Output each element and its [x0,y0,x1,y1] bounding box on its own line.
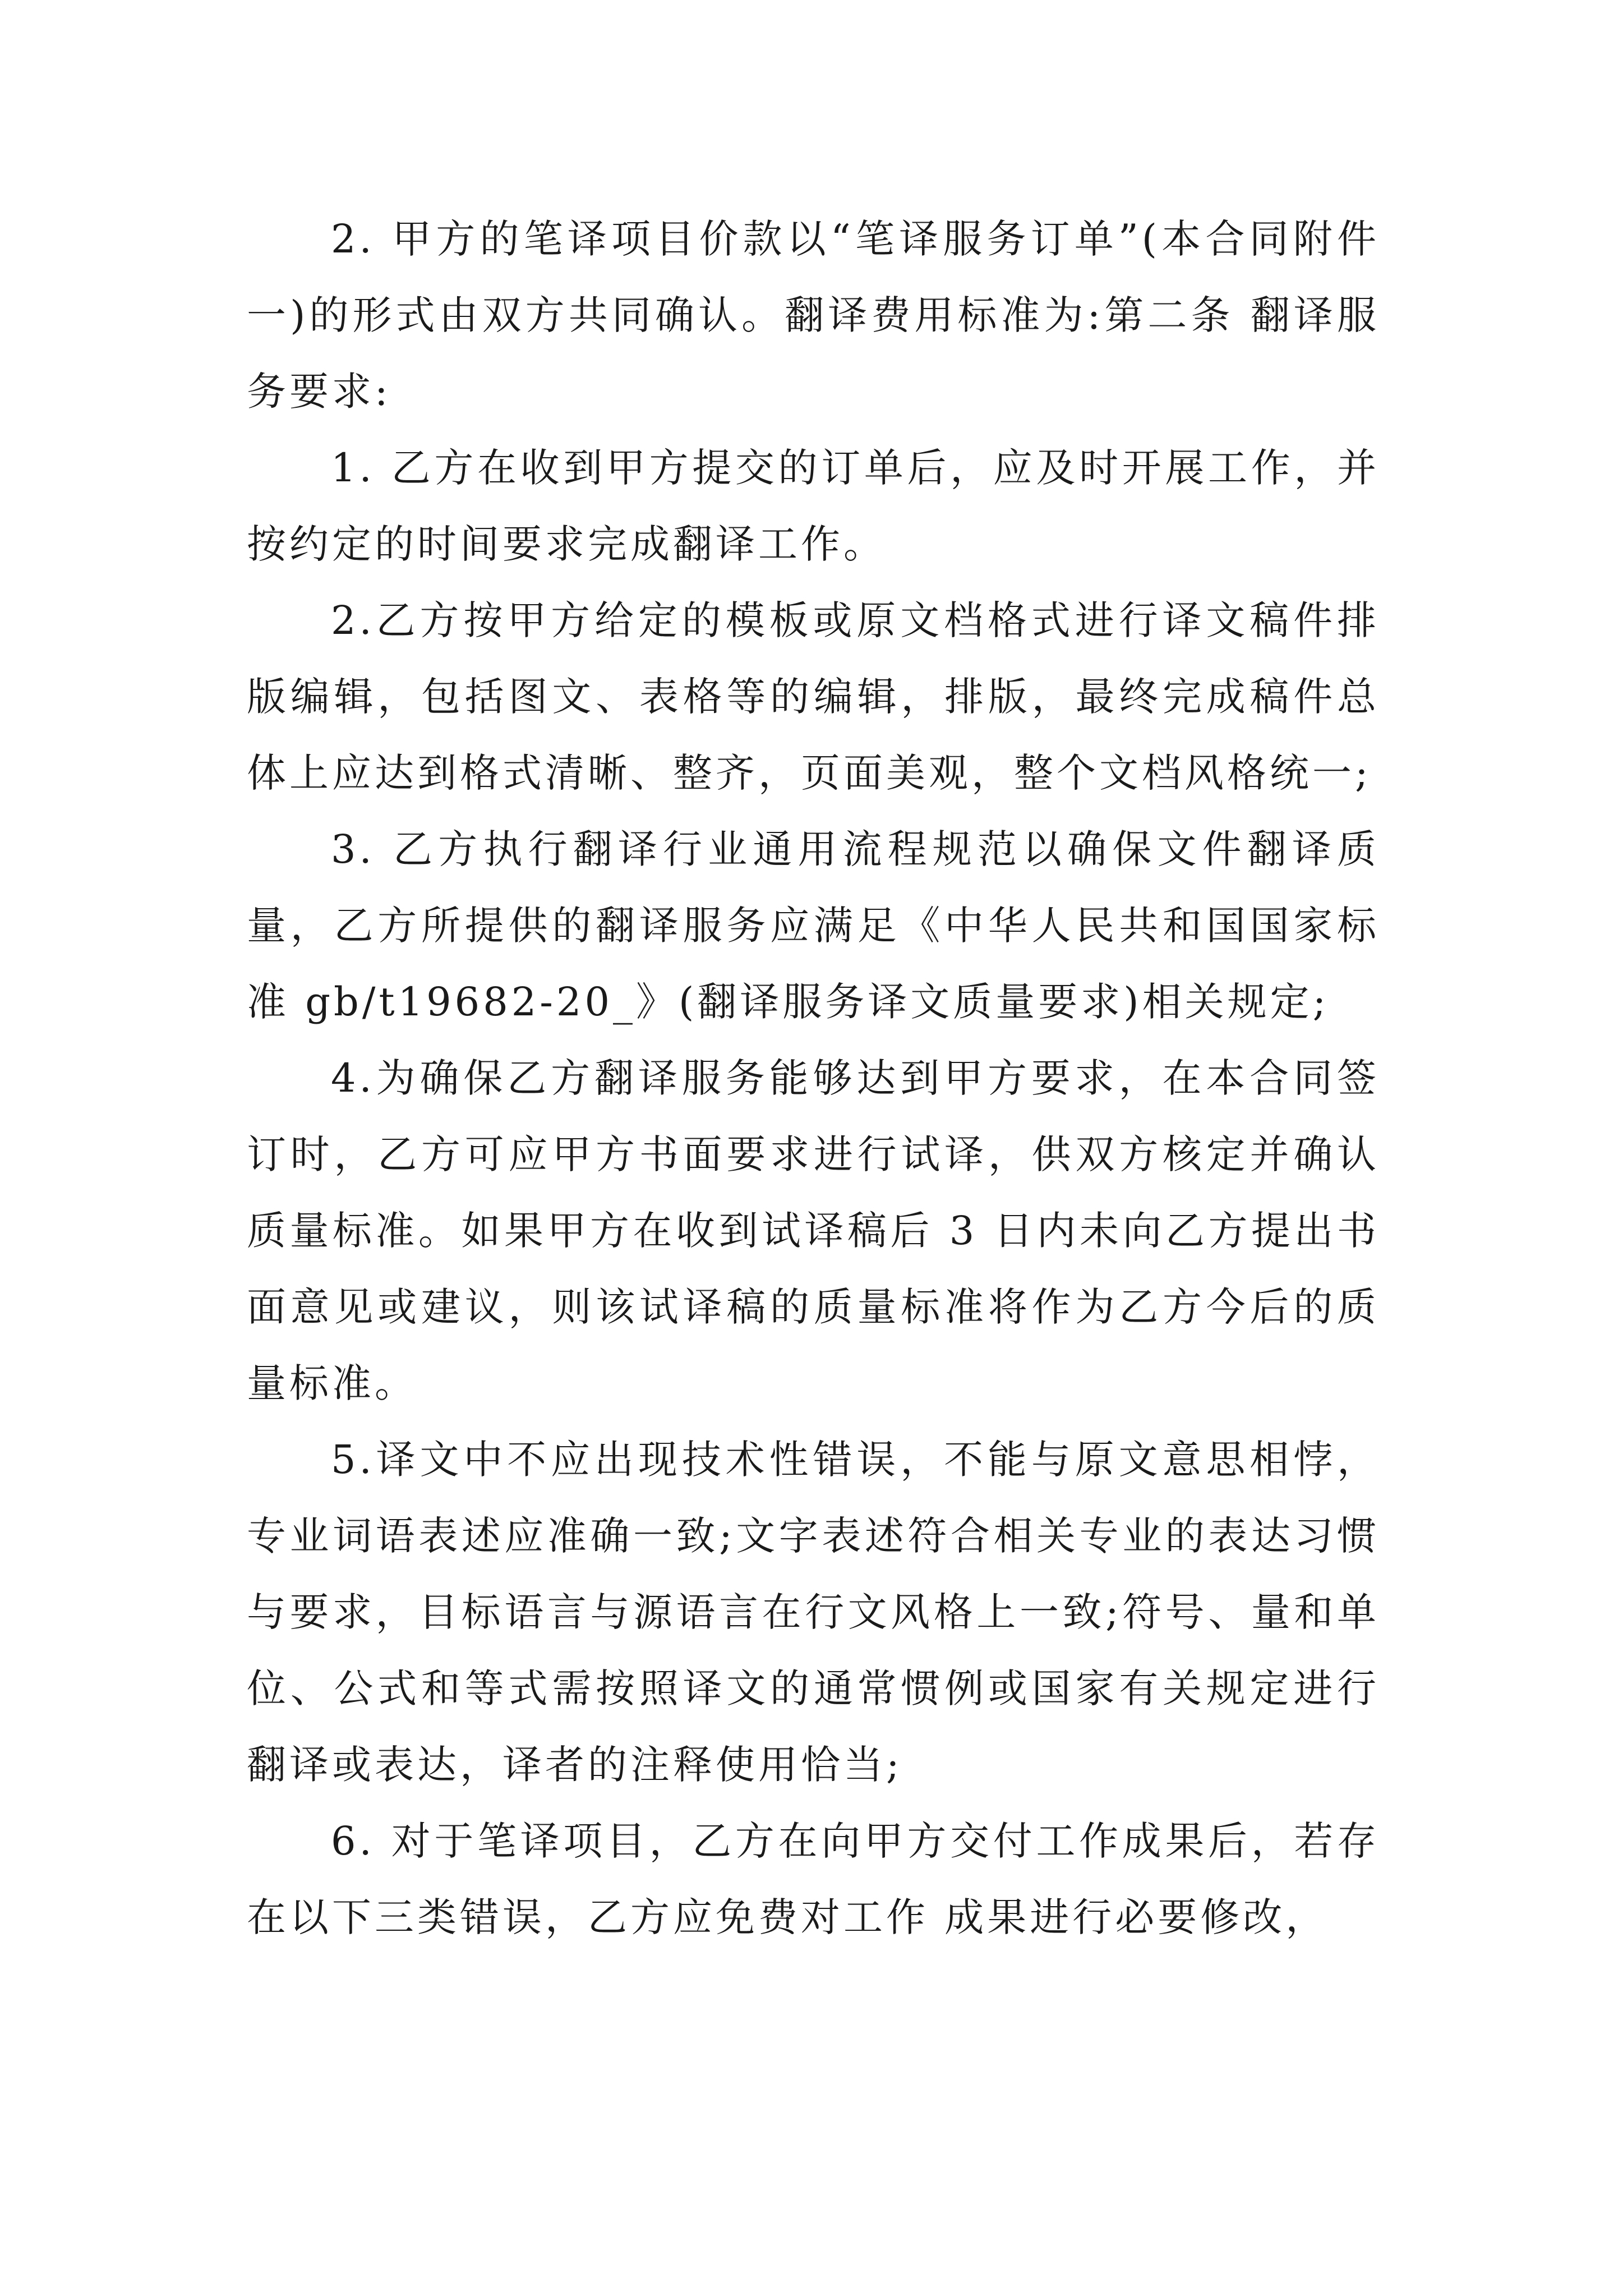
paragraph-requirement-2: 2.乙方按甲方给定的模板或原文档格式进行译文稿件排版编辑，包括图文、表格等的编辑，排版，最终完成稿件总体上应达到格式清晰、整齐，页面美观，整个文档风格统一; [247,597,1380,796]
paragraph-requirement-5: 5.译文中不应出现技术性错误，不能与原文意思相悖，专业词语表述应准确一致;文字表述符合相关专业的表达习惯与要求，目标语言与源语言在行文风格上一致;符号、量和单位、公式和等式需按照译文的通常惯例或国家有关规定进行翻译或表达，译者的注释使用恰当; [247,1437,1380,1788]
document-body [247,201,1380,1955]
paragraph-requirement-3: 3. 乙方执行翻译行业通用流程规范以确保文件翻译质量，乙方所提供的翻译服务应满足《中华人民共和国国家标准 gb/t19682-20_》(翻译服务译文质量要求)相关规定; [247,826,1380,1025]
paragraph-requirement-1: 1. 乙方在收到甲方提交的订单后，应及时开展工作，并按约定的时间要求完成翻译工作。 [247,445,1380,567]
paragraph-requirement-4: 4.为确保乙方翻译服务能够达到甲方要求，在本合同签订时，乙方可应甲方书面要求进行试译，供双方核定并确认质量标准。如果甲方在收到试译稿后 3 日内未向乙方提出书面意见或建议，则该试译稿的质量标准将作为乙方今后的质量标准。 [247,1055,1380,1406]
paragraph-pricing: 2. 甲方的笔译项目价款以“笔译服务订单”(本合同附件一)的形式由双方共同确认。翻译费用标准为:第二条 翻译服务要求: [247,216,1380,415]
paragraph-requirement-6: 6. 对于笔译项目，乙方在向甲方交付工作成果后，若存在以下三类错误，乙方应免费对工作 成果进行必要修改， [247,1818,1380,1940]
